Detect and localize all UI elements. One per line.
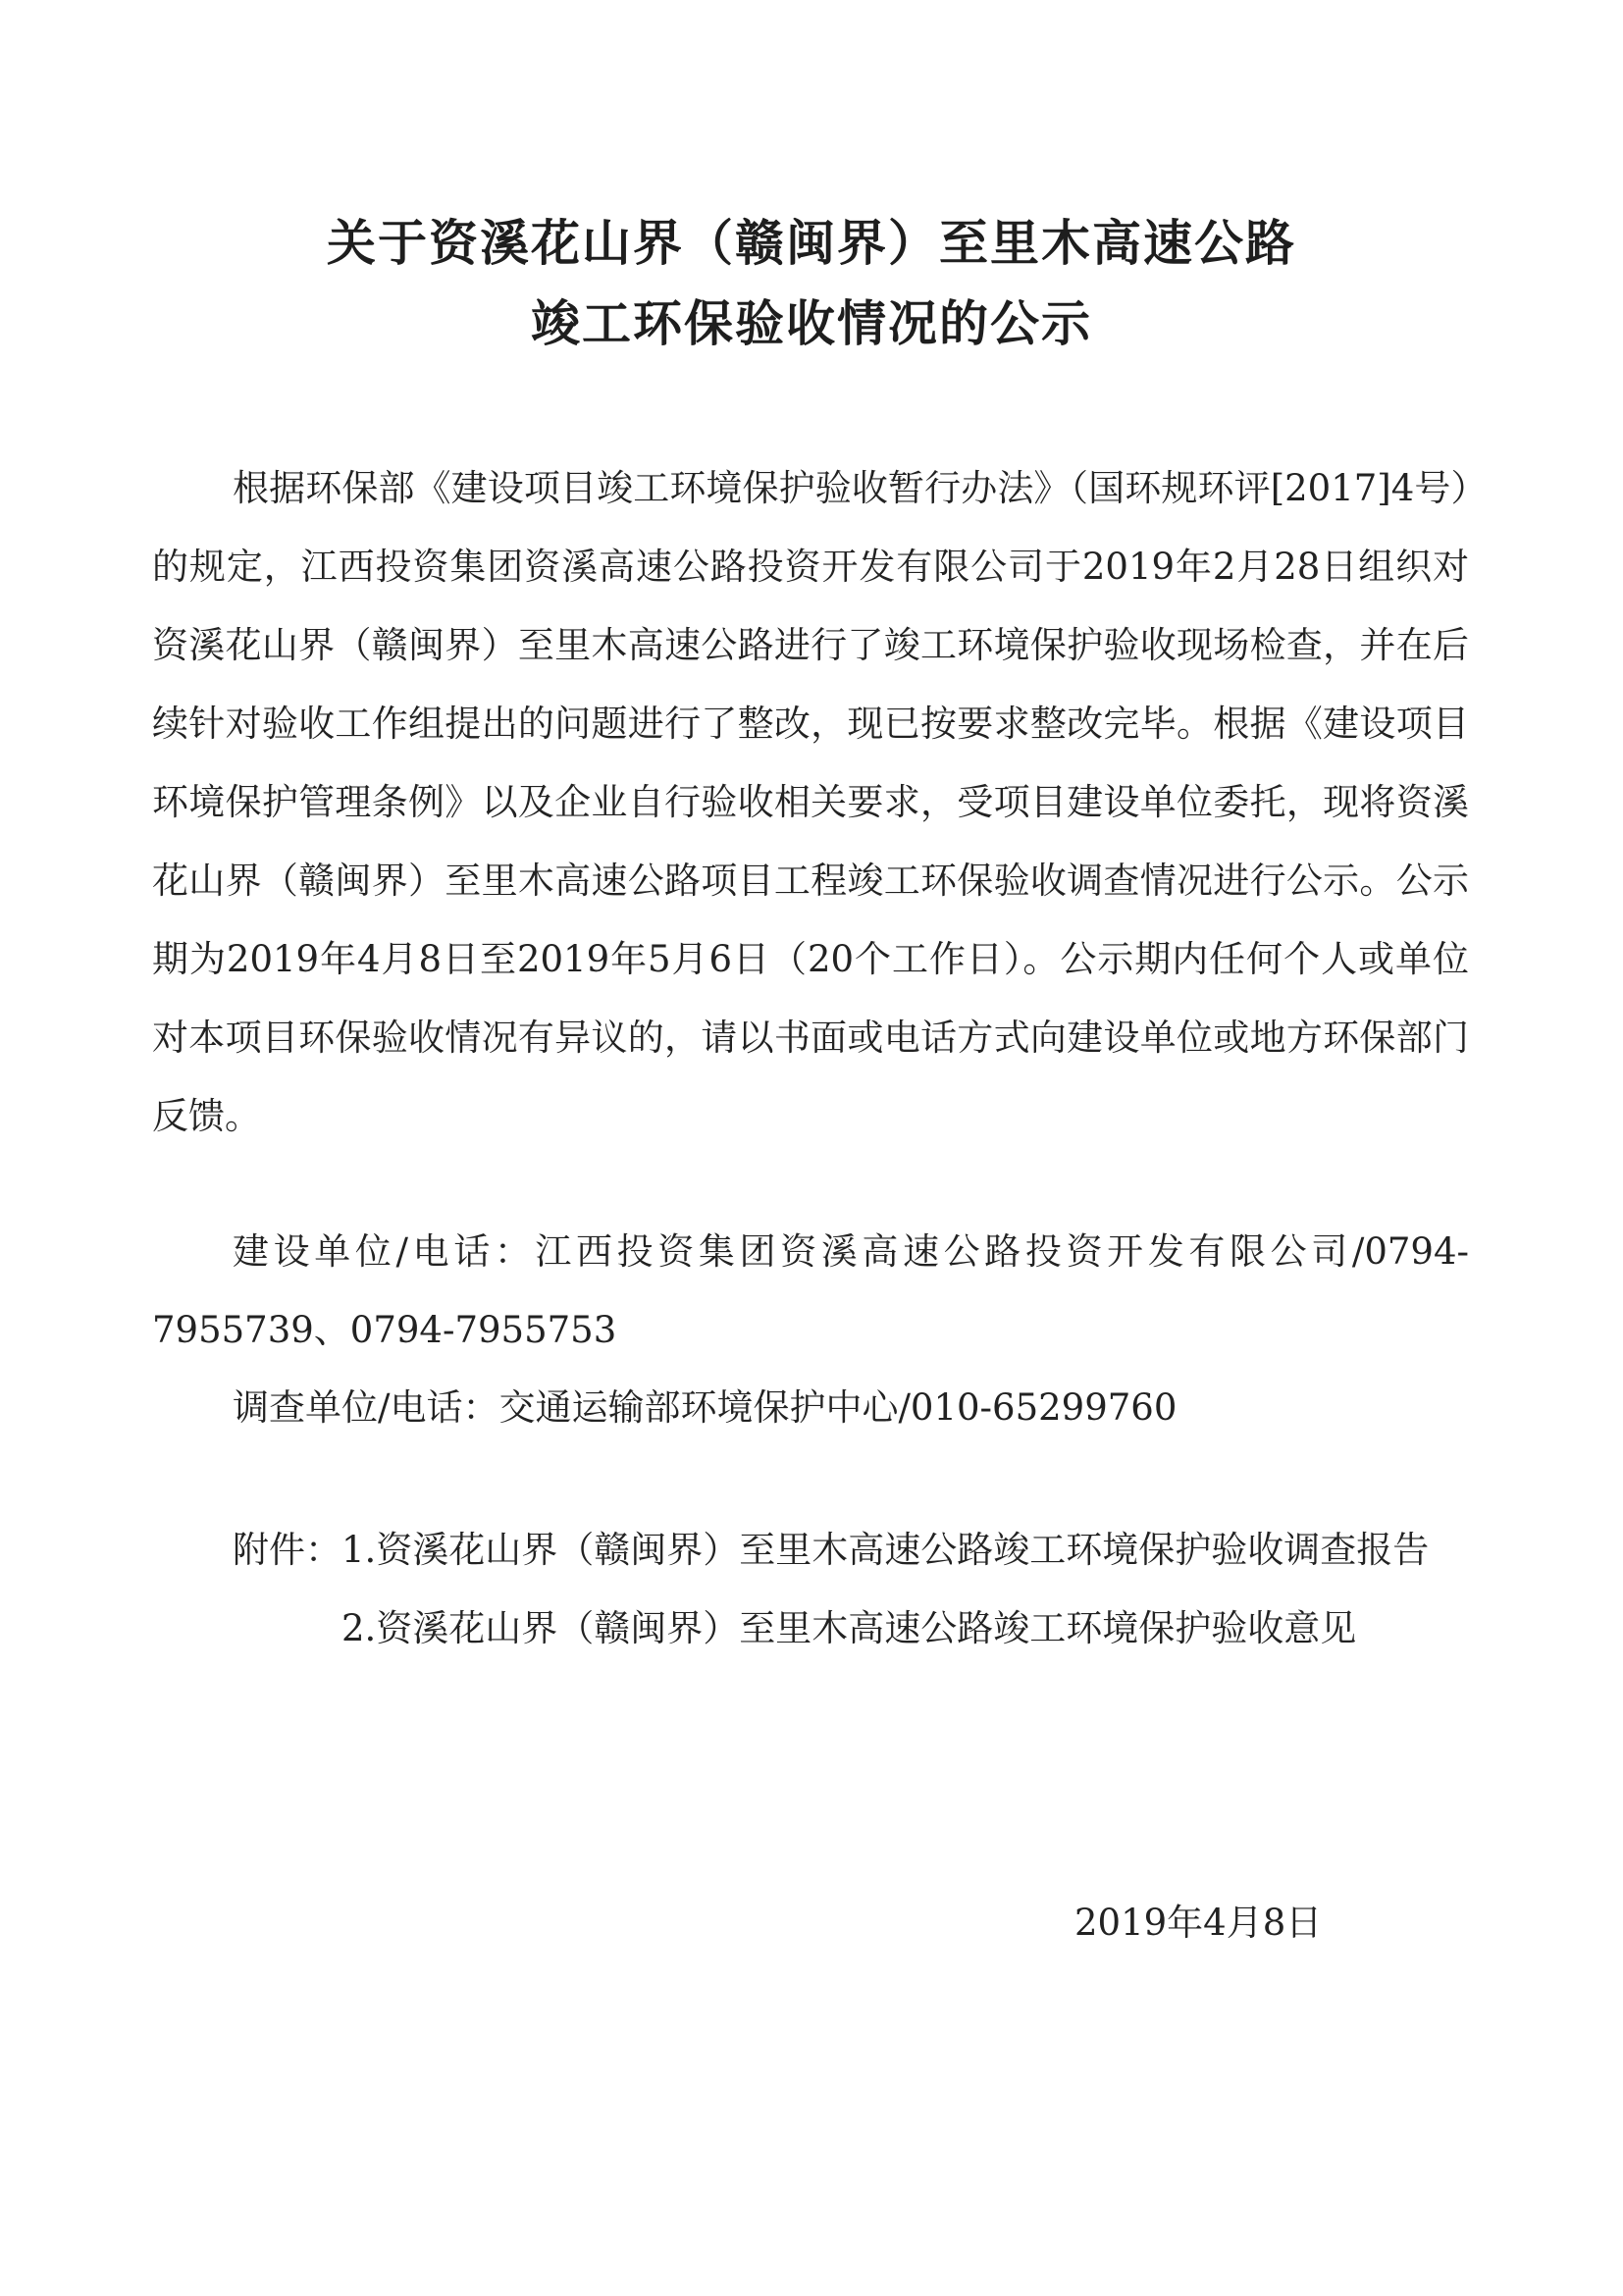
attachment-item-1: 1.资溪花山界（赣闽界）至里木高速公路竣工环境保护验收调查报告 xyxy=(341,1529,1430,1571)
document-title-line-2: 竣工环保验收情况的公示 xyxy=(531,295,1092,352)
builder-contact-paragraph: 建设单位/电话：江西投资集团资溪高速公路投资开发有限公司/0794-7955739、0794-7955753 xyxy=(152,1230,1469,1351)
attachments-section xyxy=(233,1511,1471,1668)
document-date: 2019年4月8日 xyxy=(1074,1902,1323,1944)
document-title-line-1: 关于资溪花山界（赣闽界）至里木高速公路 xyxy=(327,215,1296,272)
attachment-row-2 xyxy=(233,1590,1471,1668)
attachment-row-1 xyxy=(233,1511,1471,1590)
main-paragraph: 根据环保部《建设项目竣工环境保护验收暂行办法》（国环规环评[2017]4号）的规定，江西投资集团资溪高速公路投资开发有限公司于2019年2月28日组织对资溪花山界（赣闽界）至里木高速公路进行了竣工环境保护验收现场检查，并在后续针对验收工作组提出的问题进行了整改，现已按要求整改完毕。根据《建设项目环境保护管理条例》以及企业自行验收相关要求，受项目建设单位委托，现将资溪花山界（赣闽界）至里木高速公路项目工程竣工环保验收调查情况进行公示。公示期为2019年4月8日至2019年5月6日（20个工作日）。公示期内任何个人或单位对本项目环保验收情况有异议的，请以书面或电话方式向建设单位或地方环保部门反馈。 xyxy=(152,467,1469,1137)
survey-contact-paragraph: 调查单位/电话：交通运输部环境保护中心/010-65299760 xyxy=(233,1386,1178,1429)
attachment-item-2: 2.资溪花山界（赣闽界）至里木高速公路竣工环境保护验收意见 xyxy=(341,1607,1357,1649)
attachments-label: 附件： xyxy=(233,1529,341,1571)
